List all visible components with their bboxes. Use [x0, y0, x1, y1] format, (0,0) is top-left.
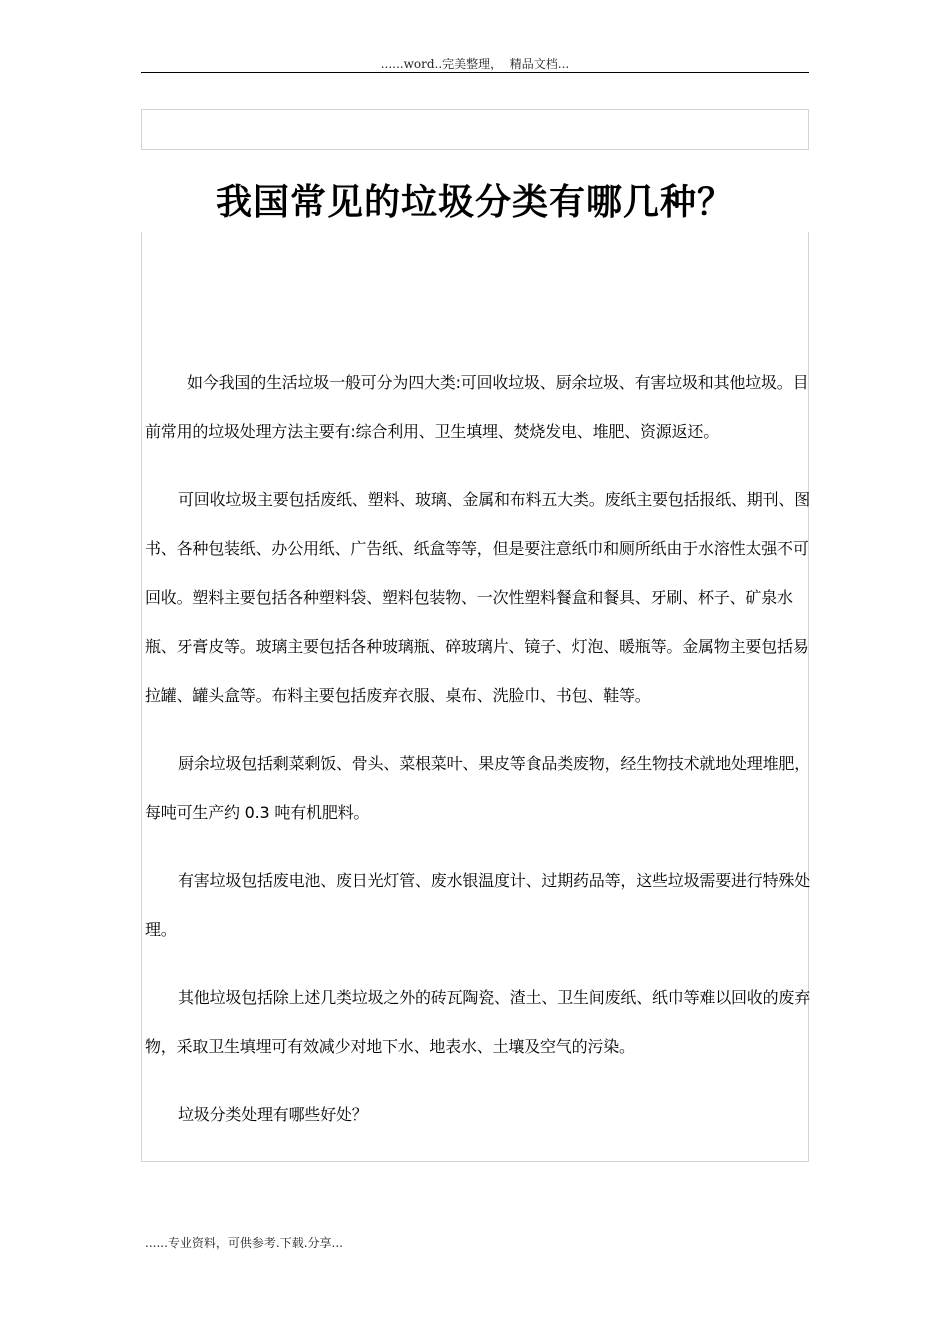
paragraph-other-waste: 其他垃圾包括除上述几类垃圾之外的砖瓦陶瓷、渣土、卫生间废纸、纸巾等难以回收的废弃物，采取卫生填埋可有效减少对地下水、地表水、土壤及空气的污染。 — [145, 988, 811, 1056]
document-title: 我国常见的垃圾分类有哪几种？ — [215, 181, 734, 224]
header-divider — [141, 72, 809, 73]
top-empty-box — [141, 109, 809, 150]
paragraph-recyclable: 可回收垃圾主要包括废纸、塑料、玻璃、金属和布料五大类。废纸主要包括报纸、期刊、图书、各种包装纸、办公用纸、广告纸、纸盒等等，但是要注意纸巾和厕所纸由于水溶性太强不可回收。塑料主要包括各种塑料袋、塑料包装物、一次性塑料餐盒和餐具、牙刷、杯子、矿泉水瓶、牙膏皮等。玻璃主要包括各种玻璃瓶、碎玻璃片、镜子、灯泡、暖瓶等。金属物主要包括易拉罐、罐头盒等。布料主要包括废弃衣服、桌布、洗脸巾、书包、鞋等。 — [145, 490, 811, 705]
page-header-text: ......word..完美整理， 精品文档... — [380, 57, 570, 71]
paragraph-hazardous-waste: 有害垃圾包括废电池、废日光灯管、废水银温度计、过期药品等，这些垃圾需要进行特殊处理。 — [145, 871, 811, 939]
paragraph-kitchen-waste: 厨余垃圾包括剩菜剩饭、骨头、菜根菜叶、果皮等食品类废物，经生物技术就地处理堆肥，每吨可生产约 0.3 吨有机肥料。 — [145, 754, 811, 822]
paragraph-benefits-question: 垃圾分类处理有哪些好处？ — [178, 1105, 368, 1124]
document-body — [145, 358, 823, 1158]
paragraph-intro: 如今我国的生活垃圾一般可分为四大类:可回收垃圾、厨余垃圾、有害垃圾和其他垃圾。目前常用的垃圾处理方法主要有:综合利用、卫生填埋、焚烧发电、堆肥、资源返还。 — [145, 373, 809, 441]
page-footer-text: ......专业资料，可供参考.下载.分享... — [145, 1236, 343, 1250]
